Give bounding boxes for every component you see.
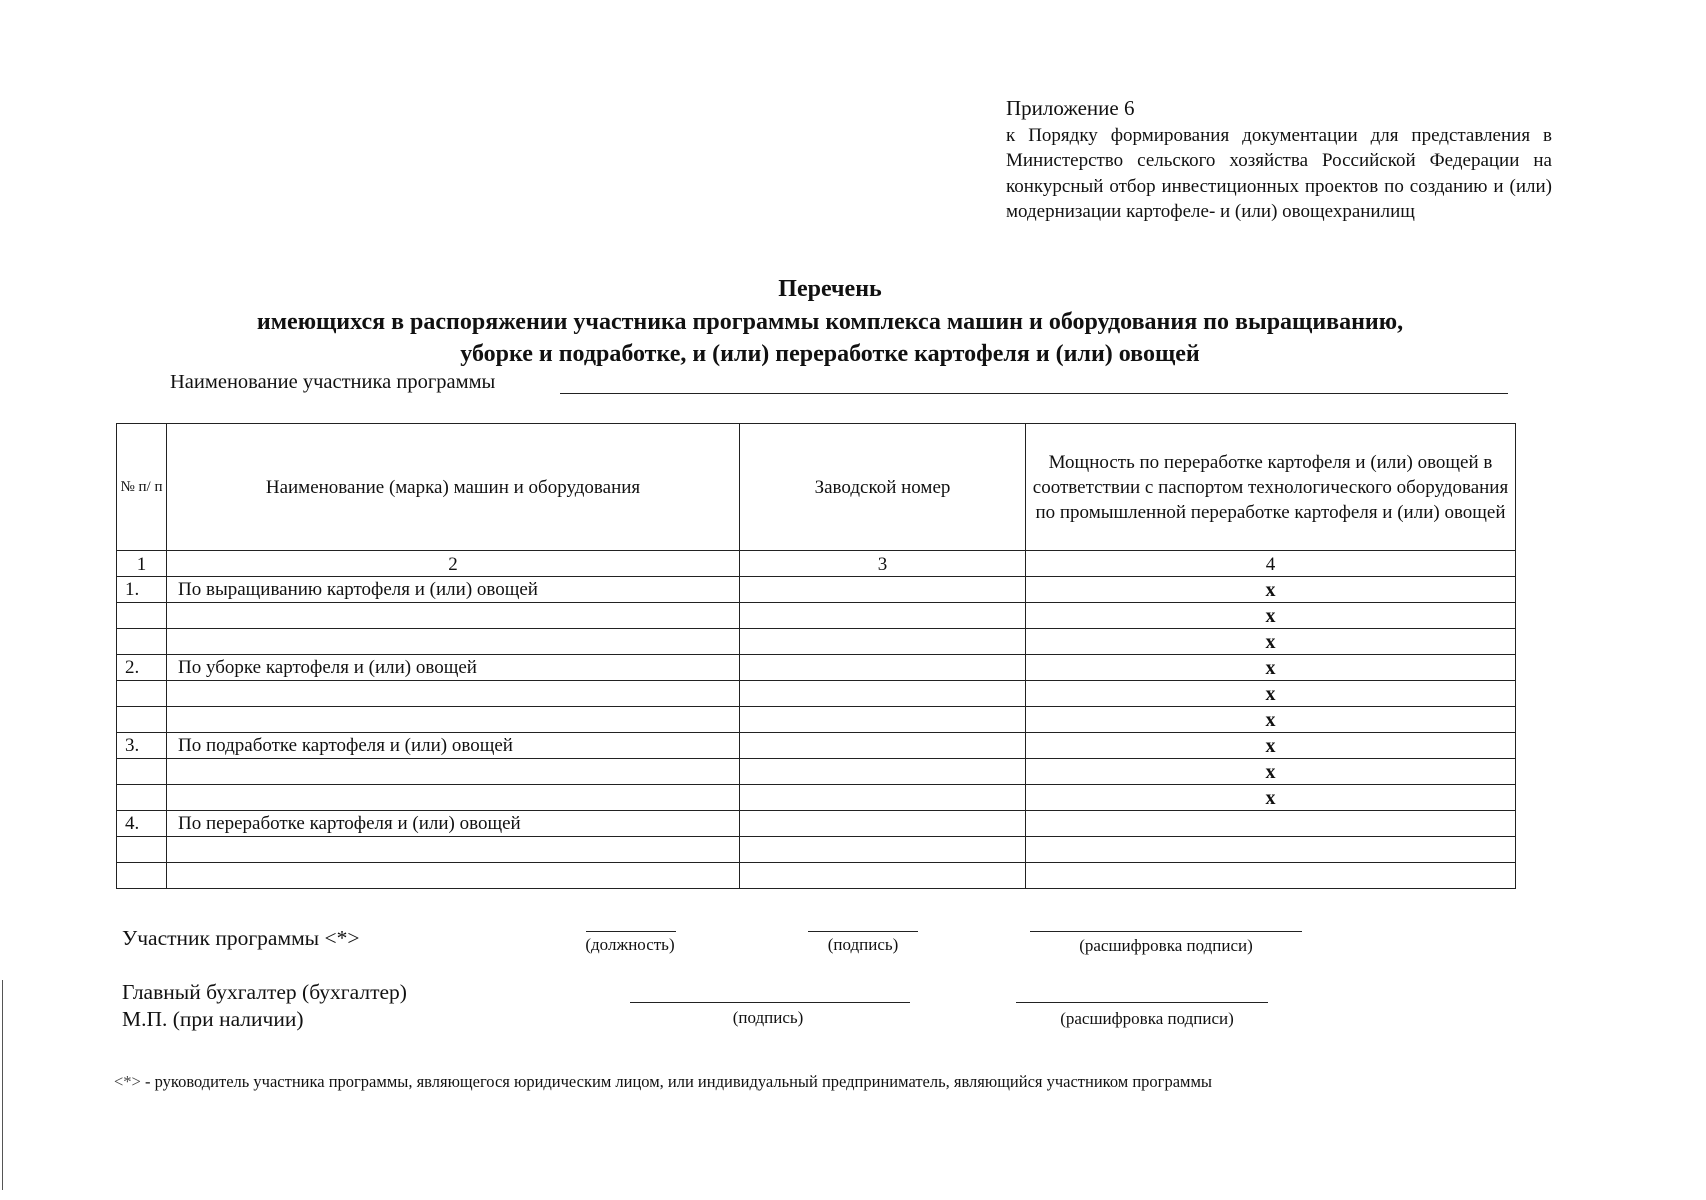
row-equipment-name[interactable] <box>167 837 740 863</box>
row-number[interactable] <box>117 863 167 889</box>
row-serial-number[interactable] <box>740 837 1026 863</box>
row-number[interactable] <box>117 629 167 655</box>
row-equipment-name[interactable] <box>167 707 740 733</box>
row-capacity[interactable] <box>1026 811 1516 837</box>
row-serial-number[interactable] <box>740 707 1026 733</box>
column-index: 3 <box>740 551 1026 577</box>
table-row <box>117 759 1516 785</box>
row-capacity[interactable]: x <box>1026 733 1516 759</box>
row-equipment-name[interactable] <box>167 603 740 629</box>
column-index: 2 <box>167 551 740 577</box>
row-number[interactable]: 3. <box>117 733 167 759</box>
row-number[interactable] <box>117 759 167 785</box>
appendix-title: Приложение 6 <box>1006 96 1135 120</box>
row-equipment-name[interactable]: По подработке картофеля и (или) овощей <box>167 733 740 759</box>
table-row <box>117 863 1516 889</box>
scan-edge-mark <box>2 980 3 1190</box>
accountant-label: Главный бухгалтер (бухгалтер) <box>122 980 407 1004</box>
equipment-table <box>116 423 1516 889</box>
table-header-row <box>117 424 1516 551</box>
row-serial-number[interactable] <box>740 577 1026 603</box>
appendix-block <box>1006 96 1552 225</box>
table-row <box>117 837 1516 863</box>
header-capacity: Мощность по переработке картофеля и (или) овощей в соответствии с паспортом технологического оборудования по промышленной переработке картофеля и (или) овощей <box>1026 424 1516 551</box>
row-equipment-name[interactable] <box>167 785 740 811</box>
row-number[interactable] <box>117 837 167 863</box>
row-equipment-name[interactable] <box>167 759 740 785</box>
table-row <box>117 681 1516 707</box>
appendix-body: к Порядку формирования документации для представления в Министерство сельского хозяйства Российской Федерации на конкурсный отбор инвестиционных проектов по созданию и (или) модернизации картофеле- и (или) овощехранилищ <box>1006 124 1552 222</box>
row-number[interactable]: 2. <box>117 655 167 681</box>
table-row <box>117 603 1516 629</box>
header-number: № п/ п <box>117 424 167 551</box>
row-equipment-name[interactable] <box>167 681 740 707</box>
document-subtitle-line1: имеющихся в распоряжении участника программы комплекса машин и оборудования по выращиванию, <box>256 309 1404 335</box>
row-capacity[interactable]: x <box>1026 629 1516 655</box>
row-capacity[interactable] <box>1026 837 1516 863</box>
row-number[interactable] <box>117 785 167 811</box>
document-title: Перечень <box>778 276 882 302</box>
column-index-row <box>117 551 1516 577</box>
accountant-decoding-field[interactable] <box>1016 1002 1268 1003</box>
row-capacity[interactable]: x <box>1026 577 1516 603</box>
table-row <box>117 655 1516 681</box>
accountant-decoding-caption: (расшифровка подписи) <box>1060 1009 1234 1028</box>
row-equipment-name[interactable]: По уборке картофеля и (или) овощей <box>167 655 740 681</box>
document-subtitle-line2: уборке и подработке, и (или) переработке картофеля и (или) овощей <box>460 341 1200 367</box>
table-row <box>117 811 1516 837</box>
row-number[interactable]: 4. <box>117 811 167 837</box>
participant-signature-label: Участник программы <*> <box>122 926 360 950</box>
row-number[interactable]: 1. <box>117 577 167 603</box>
row-capacity[interactable]: x <box>1026 655 1516 681</box>
row-serial-number[interactable] <box>740 655 1026 681</box>
row-number[interactable] <box>117 681 167 707</box>
signature-field[interactable] <box>808 931 918 932</box>
row-equipment-name[interactable] <box>167 629 740 655</box>
row-capacity[interactable]: x <box>1026 603 1516 629</box>
row-capacity[interactable]: x <box>1026 759 1516 785</box>
row-capacity[interactable]: x <box>1026 707 1516 733</box>
signature-caption: (подпись) <box>827 935 899 954</box>
footnote-marker: <*> <box>114 1072 141 1091</box>
row-serial-number[interactable] <box>740 811 1026 837</box>
position-caption: (должность) <box>585 935 675 954</box>
accountant-signature-caption: (подпись) <box>732 1008 804 1027</box>
row-serial-number[interactable] <box>740 785 1026 811</box>
row-equipment-name[interactable] <box>167 863 740 889</box>
participant-name-label: Наименование участника программы <box>170 371 496 393</box>
row-serial-number[interactable] <box>740 863 1026 889</box>
column-index: 4 <box>1026 551 1516 577</box>
table-row <box>117 629 1516 655</box>
row-number[interactable] <box>117 707 167 733</box>
row-capacity[interactable] <box>1026 863 1516 889</box>
footnote <box>114 1072 1212 1092</box>
row-serial-number[interactable] <box>740 759 1026 785</box>
decoding-caption: (расшифровка подписи) <box>1079 936 1253 955</box>
table-row <box>117 785 1516 811</box>
header-serial-number: Заводской номер <box>740 424 1026 551</box>
footnote-text: - руководитель участника программы, являющегося юридическим лицом, или индивидуальный предприниматель, являющийся участником программы <box>145 1072 1212 1091</box>
row-equipment-name[interactable]: По выращиванию картофеля и (или) овощей <box>167 577 740 603</box>
participant-name-field[interactable] <box>560 393 1508 394</box>
stamp-label: М.П. (при наличии) <box>122 1007 304 1031</box>
table-row <box>117 707 1516 733</box>
row-serial-number[interactable] <box>740 681 1026 707</box>
column-index: 1 <box>117 551 167 577</box>
row-number[interactable] <box>117 603 167 629</box>
row-capacity[interactable]: x <box>1026 785 1516 811</box>
accountant-signature-field[interactable] <box>630 1002 910 1003</box>
signature-decoding-field[interactable] <box>1030 931 1302 932</box>
row-capacity[interactable]: x <box>1026 681 1516 707</box>
row-serial-number[interactable] <box>740 629 1026 655</box>
table-row <box>117 577 1516 603</box>
row-equipment-name[interactable]: По переработке картофеля и (или) овощей <box>167 811 740 837</box>
row-serial-number[interactable] <box>740 733 1026 759</box>
position-field[interactable] <box>586 931 676 932</box>
table-row <box>117 733 1516 759</box>
row-serial-number[interactable] <box>740 603 1026 629</box>
header-equipment-name: Наименование (марка) машин и оборудования <box>167 424 740 551</box>
